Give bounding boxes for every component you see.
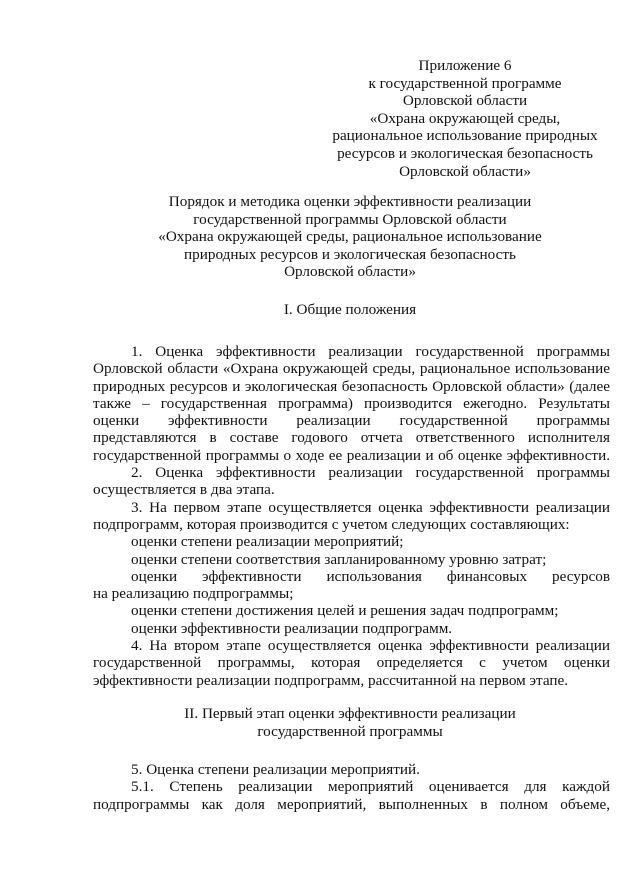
paragraph-line: осуществляется в два этапа. xyxy=(93,481,275,499)
title-line: природных ресурсов и экологическая безопасность xyxy=(184,245,516,263)
paragraph-line: государственной программы, которая определяется с учетом оценки xyxy=(93,654,610,672)
paragraph-line: природных ресурсов и экологическая безопасность Орловской области» (далее xyxy=(93,377,610,395)
appendix-line: к государственной программе xyxy=(368,74,562,92)
paragraph-line: Орловской области «Охрана окружающей среды, рациональное использование xyxy=(93,360,610,378)
section-heading-line: I. Общие положения xyxy=(283,301,417,318)
appendix-line: Приложение 6 xyxy=(418,57,512,74)
paragraph-line: также – государственная программа) производится ежегодно. Результаты xyxy=(93,394,610,412)
section-heading-line: государственной программы xyxy=(257,722,443,740)
appendix-line: Орловской области xyxy=(402,92,528,110)
paragraph-line: подпрограмм, которая производится с учетом следующих составляющих: xyxy=(93,515,570,533)
appendix-header xyxy=(330,57,600,180)
paragraph-line: оценки степени достижения целей и решения задач подпрограмм; xyxy=(131,602,559,620)
appendix-line: рациональное использование природных xyxy=(332,127,598,145)
appendix-line: ресурсов и экологическая безопасность xyxy=(337,144,593,162)
document-title xyxy=(100,193,600,281)
title-line: Орловской области» xyxy=(284,263,416,281)
section-heading-line: II. Первый этап оценки эффективности реализации xyxy=(184,705,516,722)
paragraph-line: оценки эффективности использования финансовых ресурсов xyxy=(131,567,610,585)
paragraph-line: подпрограммы как доля мероприятий, выполненных в полном объеме, xyxy=(93,795,610,813)
title-line: «Охрана окружающей среды, рациональное использование xyxy=(158,228,542,246)
title-line: Порядок и методика оценки эффективности реализации xyxy=(168,193,532,210)
section-1-body xyxy=(93,343,610,689)
paragraph-line: на реализацию подпрограммы; xyxy=(93,585,294,603)
paragraph-line: 5.1. Степень реализации мероприятий оценивается для каждой xyxy=(131,778,610,796)
appendix-line: «Охрана окружающей среды, xyxy=(369,109,561,127)
paragraph-line: 4. На втором этапе осуществляется оценка эффективности реализации xyxy=(131,637,610,655)
section-2-heading xyxy=(100,705,600,740)
paragraph-line: оценки эффективности реализации подпрограмм. xyxy=(131,619,453,637)
paragraph-line: 3. На первом этапе осуществляется оценка эффективности реализации xyxy=(131,498,610,516)
paragraph-line: оценки степени реализации мероприятий; xyxy=(131,533,404,551)
section-2-body xyxy=(93,761,610,813)
paragraph-line: эффективности реализации подпрограмм, рассчитанной на первом этапе. xyxy=(93,671,569,689)
paragraph-line: оценки степени соответствия запланированному уровню затрат; xyxy=(131,550,547,568)
section-1-heading xyxy=(100,301,600,319)
paragraph-line: представляются в составе годового отчета ответственного исполнителя xyxy=(93,429,610,447)
paragraph-line: 1. Оценка эффективности реализации государственной программы xyxy=(131,343,610,360)
paragraph-line: оценки эффективности реализации государственной программы xyxy=(93,412,610,430)
paragraph-line: 5. Оценка степени реализации мероприятий. xyxy=(131,761,420,778)
title-line: государственной программы Орловской области xyxy=(193,210,507,228)
paragraph-line: государственной программы о ходе ее реализации и об оценке эффективности. xyxy=(93,446,610,464)
paragraph-line: 2. Оценка эффективности реализации государственной программы xyxy=(131,464,610,482)
appendix-line: Орловской области» xyxy=(399,162,531,180)
